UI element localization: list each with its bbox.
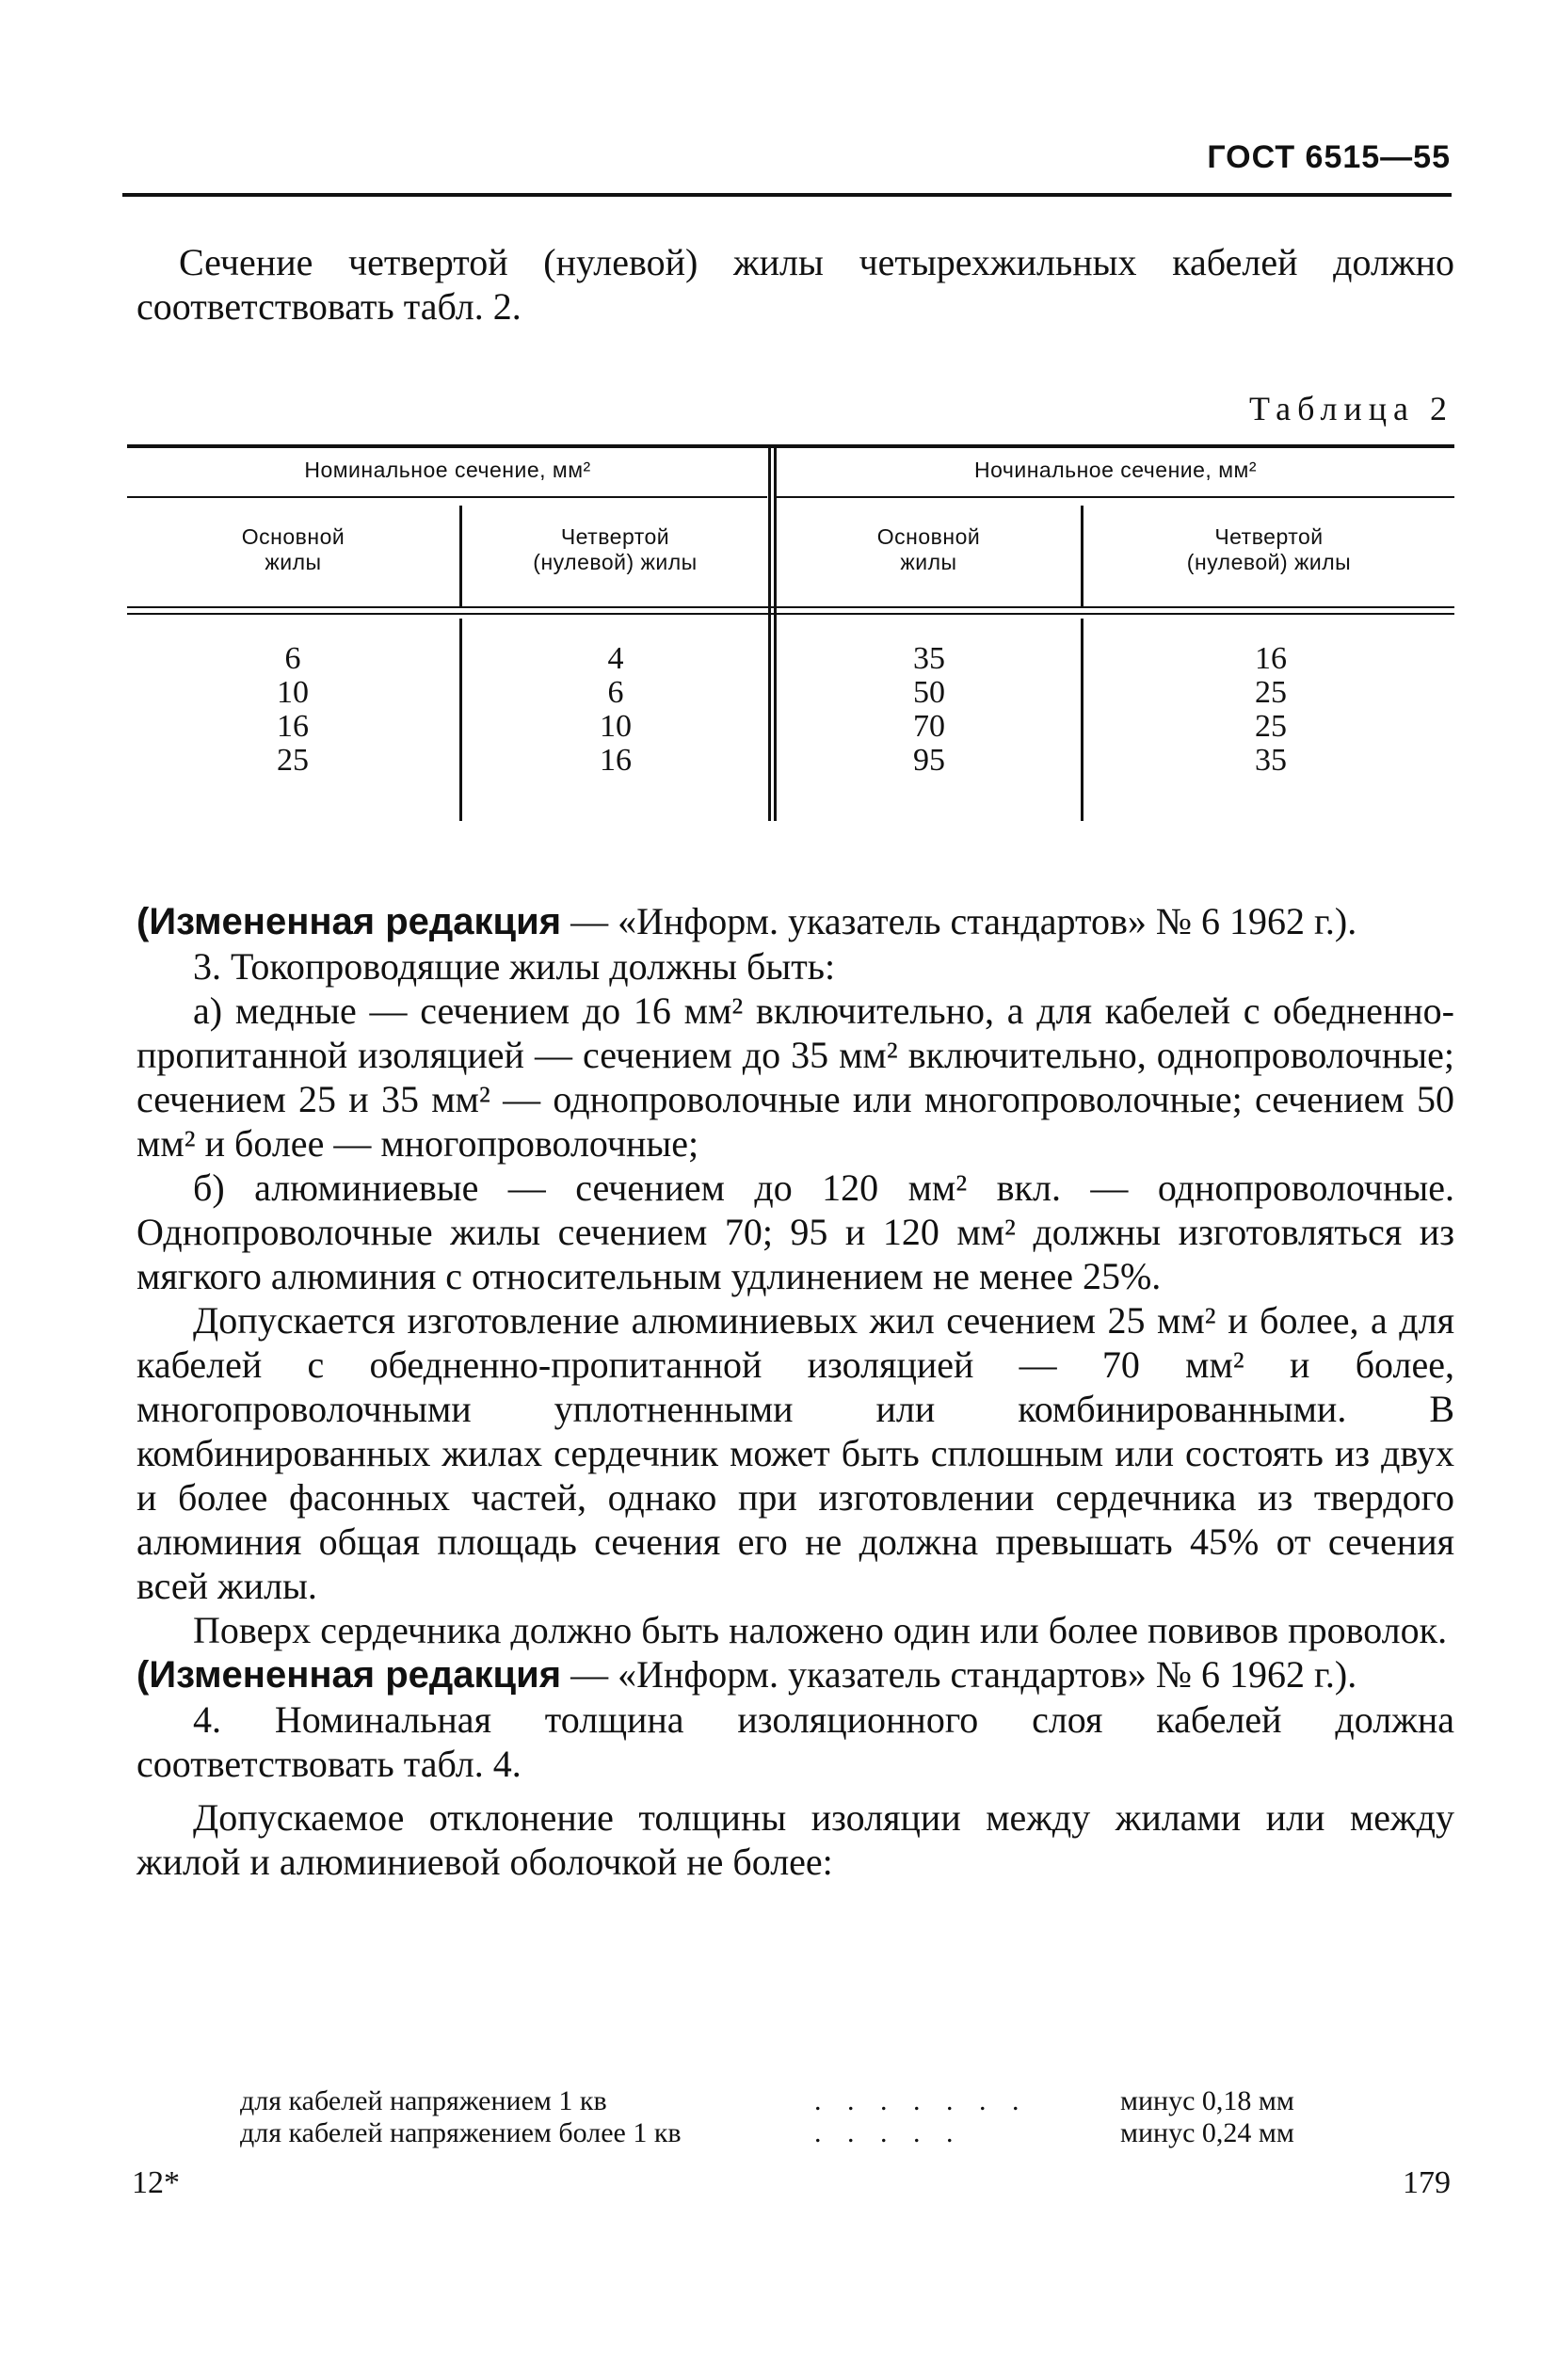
col-header-fourth-right — [1083, 524, 1454, 575]
table-cell: 25 — [1255, 709, 1287, 744]
table-2 — [127, 444, 1454, 821]
table-vrule-center-b — [774, 448, 777, 821]
col-header-fourth-left — [462, 524, 768, 575]
amendment-rest: — «Информ. указатель стандартов» № 6 1962 г.). — [561, 900, 1357, 942]
col-header-line: (нулевой) жилы — [1186, 550, 1352, 574]
footer-signature-mark: 12* — [132, 2165, 180, 2200]
leader-dots: . . . . . . . — [814, 2085, 1029, 2116]
table-cell: 35 — [913, 641, 945, 676]
tolerance-label: для кабелей напряжением 1 кв — [240, 2085, 607, 2116]
table-cell: 50 — [913, 675, 945, 710]
col-header-main-left — [127, 524, 459, 575]
amendment-rest: — «Информ. указатель стандартов» № 6 1962 г.). — [561, 1653, 1357, 1696]
table-vrule-1-body — [459, 619, 462, 821]
table-cell: 35 — [1255, 743, 1287, 778]
table-cell: 10 — [600, 709, 632, 744]
col-header-line: Основной — [876, 524, 981, 549]
table-cell: 4 — [607, 641, 624, 676]
table-cell: 6 — [284, 641, 301, 676]
item-4-title: 4. Номинальная толщина изоляционного слоя кабелей должна соответствовать табл. 4. — [136, 1698, 1454, 1785]
item-3-a: а) медные — сечением до 16 мм² включительно, а для кабелей с обедненно-пропитанной изоляцией — сечением до 35 мм² включительно, однопроволочные; сечением 25 и 35 мм² — однопроволочные или многопроволочные; сечением 50 мм² и более — многопроволочные; — [136, 989, 1454, 1165]
item-3-title: 3. Токопроводящие жилы должны быть: — [193, 945, 836, 988]
table-caption: Таблица 2 — [1249, 390, 1453, 427]
col-right-main-values — [835, 642, 1023, 778]
table-vrule-center-a — [768, 448, 771, 821]
leader-dots: . . . . . — [814, 2117, 963, 2148]
table-subheader-rule-right — [777, 496, 1454, 498]
item-3-allowed: Допускается изготовление алюминиевых жил сечением 25 мм² и более, а для кабелей с обедненно-пропитанной изоляцией — 70 мм² и более, многопроволочными уплотненными или комбинированными. В комбинированных жилах сердечник может быть сплошным или состоять из двух и более фасонных частей, однако при изготовлении сердечника из твердого алюминия общая площадь сечения его не должна превышать 45% от сечения всей жилы. — [136, 1299, 1454, 1607]
amendment-note-1 — [136, 899, 1454, 944]
col-header-line: жилы — [900, 550, 957, 574]
table-header-rule-2 — [127, 613, 1454, 615]
table-cell: 25 — [1255, 675, 1287, 710]
item-4-deviation: Допускаемое отклонение толщины изоляции между жилами или между жилой и алюминиевой оболочкой не более: — [136, 1796, 1454, 1883]
tolerance-list — [240, 2085, 1370, 2149]
table-cell: 10 — [277, 675, 309, 710]
col-header-line: жилы — [265, 550, 322, 574]
col-header-main-right — [777, 524, 1081, 575]
table-cell: 70 — [913, 709, 945, 744]
standard-code-header: ГОСТ 6515—55 — [1207, 139, 1451, 175]
table-cell: 16 — [1255, 641, 1287, 676]
tolerance-value: минус 0,18 мм — [1120, 2085, 1294, 2116]
tolerance-row — [240, 2085, 1370, 2117]
col-left-fourth-values — [522, 642, 710, 778]
group-header-right: Ночинальное сечение, мм² — [973, 458, 1257, 482]
table-top-rule — [127, 444, 1454, 448]
tolerance-row — [240, 2117, 1370, 2149]
table-cell: 25 — [277, 743, 309, 778]
col-header-line: Четвертой — [1214, 524, 1324, 549]
col-left-main-values — [199, 642, 387, 778]
table-vrule-3-body — [1081, 619, 1083, 821]
col-right-fourth-values — [1177, 642, 1365, 778]
table-cell: 16 — [600, 743, 632, 778]
intro-paragraph: Сечение четвертой (нулевой) жилы четырехжильных кабелей должно соответствовать табл. 2. — [136, 241, 1454, 328]
tolerance-value: минус 0,24 мм — [1120, 2117, 1294, 2148]
group-header-left: Номинальное сечение, мм² — [304, 458, 591, 482]
table-cell: 16 — [277, 709, 309, 744]
col-header-line: Четвертой — [560, 524, 670, 549]
body-text — [136, 899, 1454, 1884]
header-rule — [122, 193, 1452, 197]
tolerance-label: для кабелей напряжением более 1 кв — [240, 2117, 682, 2148]
amendment-bold: (Измененная редакция — [136, 1654, 562, 1696]
col-header-line: (нулевой) жилы — [533, 550, 698, 574]
col-header-line: Основной — [241, 524, 345, 549]
table-header-rule-1 — [127, 606, 1454, 608]
amendment-bold: (Измененная редакция — [136, 901, 562, 942]
table-cell: 95 — [913, 743, 945, 778]
item-3-b: б) алюминиевые — сечением до 120 мм² вкл. — однопроволочные. Однопроволочные жилы сечением 70; 95 и 120 мм² должны изготовляться из мягкого алюминия с относительным удлинением не менее 25%. — [136, 1166, 1454, 1297]
item-3-wires: Поверх сердечника должно быть наложено один или более повивов проволок. — [193, 1609, 1448, 1651]
page-number: 179 — [1403, 2165, 1451, 2200]
table-subheader-rule-left — [127, 496, 767, 498]
amendment-note-2 — [136, 1652, 1454, 1697]
table-cell: 6 — [607, 675, 624, 710]
